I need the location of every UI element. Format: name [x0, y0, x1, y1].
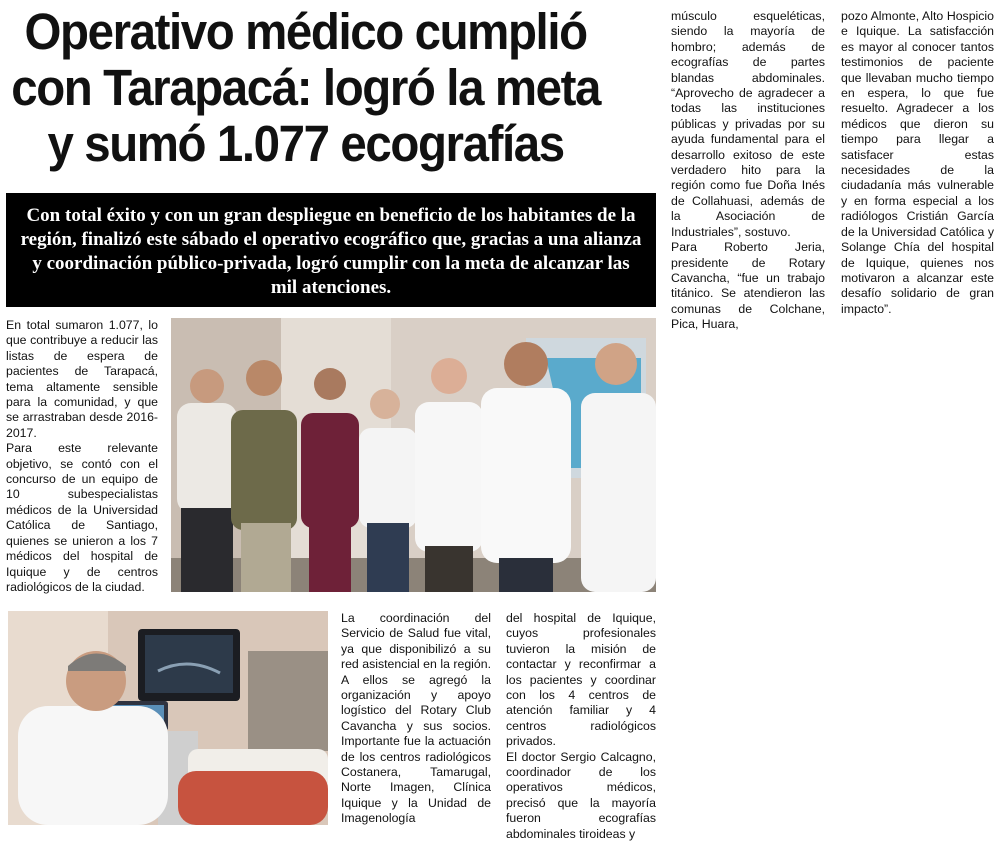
column-bottom-right — [506, 611, 656, 842]
ultrasound-photo — [8, 611, 328, 825]
headline-line-3: y sumó 1.077 ecografías — [47, 115, 564, 172]
column-bottom-middle — [341, 611, 491, 827]
paragraph: La coordinación del Servicio de Salud fue vital, ya que disponibilizó a su red asistencial en la región. A ellos se agregó la organización y apoyo logístico del Rotary Club Cavancha y sus socios. Importante fue la actuación de los centros radiológicos Costanera, Tamarugal, Norte Imagen, Clínica Iquique y la Unidad de Imagenología — [341, 611, 491, 826]
paragraph: Para Roberto Jeria, presidente de Rotary Cavancha, “fue un trabajo titánico. Se atendieron las comunas de Colchane, Pica, Huara, — [671, 240, 825, 332]
group-photo — [171, 318, 656, 592]
paragraph: músculo esqueléticas, siendo la mayoría de hombro; además de ecografías de partes blandas abdominales. “Aprovecho de agradecer a todas las instituciones públicas y privadas por su ayuda fundamental para el desarrollo exitoso de este verdadero hito para la región como fue Doña Inés de Collahuasi, además de la Asociación de Industriales”, sostuvo. — [671, 9, 825, 239]
paragraph: El doctor Sergio Calcagno, coordinador de los operativos médicos, precisó que la mayoría fueron ecografías abdominales tiroideas y — [506, 749, 656, 841]
headline-line-1: Operativo médico cumplió — [24, 3, 587, 60]
paragraph: En total sumaron 1.077, lo que contribuye a reducir las listas de espera de pacientes de Tarapacá, tema altamente sensible para la comunidad, y que se arrastraban desde 2016-2017. — [6, 318, 158, 440]
headline — [8, 4, 603, 172]
lede-box: Con total éxito y con un gran despliegue en beneficio de los habitantes de la región, finalizó este sábado el operativo ecográfico que, gracias a una alianza y coordinación público-privada, logró cumplir con la meta de alcanzar las mil atenciones. — [6, 193, 656, 307]
column-right-1 — [671, 9, 825, 333]
column-right-2 — [841, 9, 994, 317]
paragraph: pozo Almonte, Alto Hospicio e Iquique. La satisfacción es mayor al conocer tantos testimonios de paciente que llevaban mucho tiempo en espera, lo que fue resuelto. Agradecer a los médicos que dieron su tiempo para llegar a satisfacer estas necesidades de la ciudadanía más vulnerable y en forma especial a los radiólogos Cristián García de la Universidad Católica y Solange Chía del hospital de Iquique, quienes nos motivaron a alcanzar este desafío solidario de gran impacto”. — [841, 9, 994, 316]
paragraph: Para este relevante objetivo, se contó con el concurso de un equipo de 10 subespecialistas médicos de la Universidad Católica de Santiago, quienes se unieron a los 7 médicos del hospital de Iquique y de centros radiológicos de la ciudad. — [6, 441, 158, 594]
column-left — [6, 318, 158, 595]
paragraph: del hospital de Iquique, cuyos profesionales tuvieron la misión de contactar y reconfirmar a los pacientes y coordinar con los 4 centros de atención familiar y 4 centros radiológicos privados. — [506, 611, 656, 749]
headline-line-2: con Tarapacá: logró la meta — [11, 59, 600, 116]
